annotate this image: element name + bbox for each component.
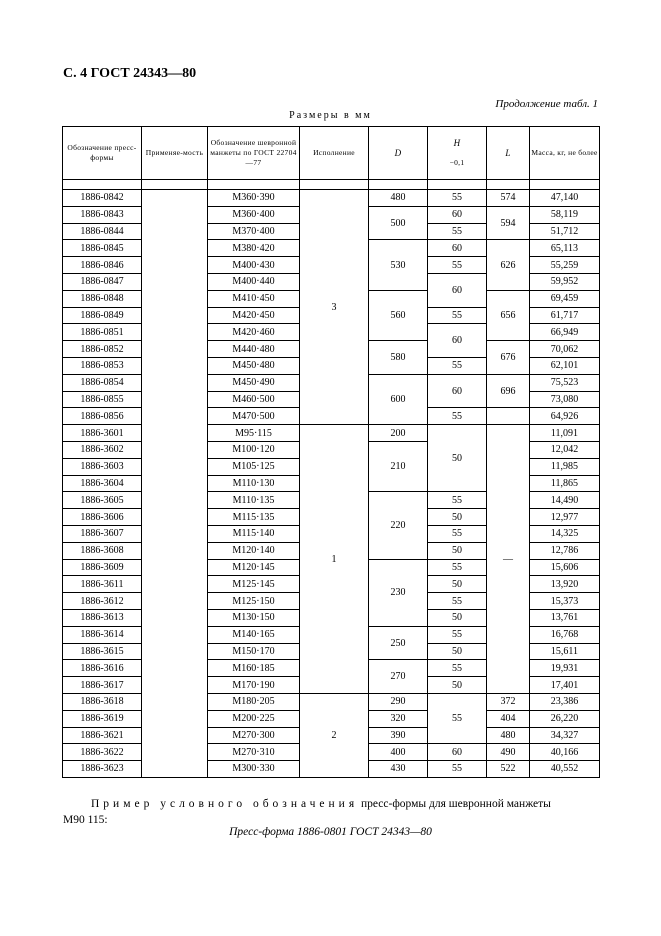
example-formula: Пресс-форма 1886-0801 ГОСТ 24343—80 — [229, 826, 432, 838]
mass-cell: 13,920 — [530, 576, 600, 593]
mass-cell: 11,091 — [530, 425, 600, 442]
h-cell: 55 — [428, 660, 487, 677]
sizes-label: Размеры в мм — [289, 110, 372, 121]
designation-cell: 1886-0855 — [63, 391, 142, 408]
mass-cell: 73,080 — [530, 391, 600, 408]
h-cell: 55 — [428, 190, 487, 207]
designation-cell: 1886-3611 — [63, 576, 142, 593]
designation-cell: 1886-0846 — [63, 257, 142, 274]
col-applicability-header: Применяе-мость — [142, 127, 208, 180]
designation-cell: 1886-3602 — [63, 441, 142, 458]
designation-cell: 1886-0851 — [63, 324, 142, 341]
mass-cell: 11,985 — [530, 458, 600, 475]
designation-cell: 1886-0849 — [63, 307, 142, 324]
l-cell: 696 — [487, 374, 530, 408]
col-d-header: D — [369, 127, 428, 180]
mass-cell: 69,459 — [530, 290, 600, 307]
designation-cell: 1886-3622 — [63, 744, 142, 761]
mass-cell: 64,926 — [530, 408, 600, 425]
cuff-cell: М420·460 — [208, 324, 300, 341]
d-cell: 320 — [369, 710, 428, 727]
mass-cell: 61,717 — [530, 307, 600, 324]
h-cell: 55 — [428, 593, 487, 610]
cuff-cell: М180·205 — [208, 693, 300, 710]
d-cell: 430 — [369, 761, 428, 778]
cuff-cell: М460·500 — [208, 391, 300, 408]
table-continuation-label: Продолжение табл. 1 — [495, 98, 598, 110]
designation-cell: 1886-3613 — [63, 609, 142, 626]
example-heading: Пример условного обозначения — [91, 798, 359, 810]
mass-cell: 59,952 — [530, 273, 600, 290]
cuff-cell: М115·140 — [208, 525, 300, 542]
cuff-cell: М470·500 — [208, 408, 300, 425]
h-cell: 55 — [428, 307, 487, 324]
h-cell: 50 — [428, 425, 487, 492]
h-cell: 60 — [428, 240, 487, 257]
d-cell: 200 — [369, 425, 428, 442]
mass-cell: 16,768 — [530, 626, 600, 643]
mass-cell: 12,042 — [530, 441, 600, 458]
cuff-cell: М170·190 — [208, 677, 300, 694]
cuff-cell: М300·330 — [208, 761, 300, 778]
d-cell: 480 — [369, 190, 428, 207]
cuff-cell: М400·440 — [208, 273, 300, 290]
d-cell: 230 — [369, 559, 428, 626]
designation-cell: 1886-3618 — [63, 693, 142, 710]
l-cell: 490 — [487, 744, 530, 761]
designation-cell: 1886-0845 — [63, 240, 142, 257]
cuff-cell: М270·310 — [208, 744, 300, 761]
mass-cell: 15,373 — [530, 593, 600, 610]
l-cell: 480 — [487, 727, 530, 744]
d-cell: 500 — [369, 206, 428, 240]
h-cell: 60 — [428, 374, 487, 408]
l-cell: 676 — [487, 341, 530, 375]
l-cell: 522 — [487, 761, 530, 778]
cuff-cell: М125·145 — [208, 576, 300, 593]
cuff-cell: М140·165 — [208, 626, 300, 643]
designation-cell: 1886-3605 — [63, 492, 142, 509]
designation-cell: 1886-3616 — [63, 660, 142, 677]
h-cell: 55 — [428, 257, 487, 274]
d-cell: 600 — [369, 374, 428, 424]
mass-cell: 34,327 — [530, 727, 600, 744]
h-cell: 55 — [428, 492, 487, 509]
designation-cell: 1886-0842 — [63, 190, 142, 207]
cuff-cell: М125·150 — [208, 593, 300, 610]
designation-cell: 1886-3614 — [63, 626, 142, 643]
col-version-header: Исполнение — [300, 127, 369, 180]
example-cuff: М90 115: — [63, 814, 108, 826]
mass-cell: 75,523 — [530, 374, 600, 391]
l-cell — [487, 408, 530, 425]
cuff-cell: М410·450 — [208, 290, 300, 307]
d-cell: 210 — [369, 441, 428, 491]
h-cell: 60 — [428, 324, 487, 358]
h-cell: 55 — [428, 408, 487, 425]
col-cuff-header: Обозначение шевронной манжеты по ГОСТ 22704—77 — [208, 127, 300, 180]
l-cell: — — [487, 425, 530, 694]
l-cell: 656 — [487, 290, 530, 340]
mass-cell: 19,931 — [530, 660, 600, 677]
h-cell: 50 — [428, 576, 487, 593]
h-cell: 55 — [428, 693, 487, 743]
designation-cell: 1886-3615 — [63, 643, 142, 660]
d-cell: 560 — [369, 290, 428, 340]
designation-cell: 1886-3607 — [63, 525, 142, 542]
mass-cell: 51,712 — [530, 223, 600, 240]
mass-cell: 14,490 — [530, 492, 600, 509]
h-cell: 60 — [428, 273, 487, 307]
version-cell: 3 — [300, 190, 369, 425]
d-cell: 400 — [369, 744, 428, 761]
mass-cell: 15,606 — [530, 559, 600, 576]
h-cell: 55 — [428, 525, 487, 542]
d-cell: 390 — [369, 727, 428, 744]
designation-cell: 1886-0844 — [63, 223, 142, 240]
h-cell: 50 — [428, 509, 487, 526]
h-cell: 50 — [428, 609, 487, 626]
mass-cell: 40,552 — [530, 761, 600, 778]
example-text: пресс-формы для шевронной манжеты — [358, 798, 551, 810]
mass-cell: 13,761 — [530, 609, 600, 626]
h-cell: 50 — [428, 677, 487, 694]
cuff-cell: М360·400 — [208, 206, 300, 223]
mass-cell: 58,119 — [530, 206, 600, 223]
h-cell: 55 — [428, 761, 487, 778]
cuff-cell: М370·400 — [208, 223, 300, 240]
mass-cell: 62,101 — [530, 357, 600, 374]
designation-cell: 1886-3617 — [63, 677, 142, 694]
designation-cell: 1886-0856 — [63, 408, 142, 425]
col-h-label: H — [453, 138, 461, 148]
cuff-cell: М100·120 — [208, 441, 300, 458]
page-header: С. 4 ГОСТ 24343—80 — [63, 66, 197, 81]
cuff-cell: М200·225 — [208, 710, 300, 727]
designation-cell: 1886-3606 — [63, 509, 142, 526]
mass-cell: 55,259 — [530, 257, 600, 274]
designation-cell: 1886-0847 — [63, 273, 142, 290]
designation-cell: 1886-0848 — [63, 290, 142, 307]
designation-example — [63, 796, 600, 828]
cuff-cell: М360·390 — [208, 190, 300, 207]
designation-cell: 1886-3623 — [63, 761, 142, 778]
table-spacer-row — [63, 180, 600, 190]
h-cell: 60 — [428, 206, 487, 223]
cuff-cell: М110·135 — [208, 492, 300, 509]
col-designation-header: Обозначение пресс-формы — [63, 127, 142, 180]
mass-cell: 40,166 — [530, 744, 600, 761]
l-cell: 626 — [487, 240, 530, 290]
version-cell: 2 — [300, 693, 369, 777]
l-cell: 574 — [487, 190, 530, 207]
d-cell: 250 — [369, 626, 428, 660]
mass-cell: 70,062 — [530, 341, 600, 358]
cuff-cell: М440·480 — [208, 341, 300, 358]
cuff-cell: М105·125 — [208, 458, 300, 475]
mass-cell: 11,865 — [530, 475, 600, 492]
cuff-cell: М450·480 — [208, 357, 300, 374]
cuff-cell: М420·450 — [208, 307, 300, 324]
mass-cell: 14,325 — [530, 525, 600, 542]
mass-cell: 12,977 — [530, 509, 600, 526]
h-cell: 55 — [428, 357, 487, 374]
h-cell: 55 — [428, 626, 487, 643]
cuff-cell: М150·170 — [208, 643, 300, 660]
mass-cell: 12,786 — [530, 542, 600, 559]
dimensions-table — [62, 126, 600, 778]
mass-cell: 47,140 — [530, 190, 600, 207]
designation-cell: 1886-0854 — [63, 374, 142, 391]
cuff-cell: М115·135 — [208, 509, 300, 526]
l-cell: 372 — [487, 693, 530, 710]
mass-cell: 26,220 — [530, 710, 600, 727]
designation-cell: 1886-3603 — [63, 458, 142, 475]
d-cell: 530 — [369, 240, 428, 290]
d-cell: 580 — [369, 341, 428, 375]
mass-cell: 23,386 — [530, 693, 600, 710]
designation-cell: 1886-3601 — [63, 425, 142, 442]
h-cell: 55 — [428, 223, 487, 240]
l-cell: 594 — [487, 206, 530, 240]
designation-cell: 1886-0853 — [63, 357, 142, 374]
designation-cell: 1886-3608 — [63, 542, 142, 559]
designation-cell: 1886-3604 — [63, 475, 142, 492]
col-h-tolerance: −0,1 — [449, 158, 465, 167]
designation-cell: 1886-3621 — [63, 727, 142, 744]
cuff-cell: М270·300 — [208, 727, 300, 744]
d-cell: 220 — [369, 492, 428, 559]
cuff-cell: М120·140 — [208, 542, 300, 559]
col-h-header — [428, 127, 487, 180]
l-cell: 404 — [487, 710, 530, 727]
designation-cell: 1886-3619 — [63, 710, 142, 727]
mass-cell: 17,401 — [530, 677, 600, 694]
cuff-cell: М120·145 — [208, 559, 300, 576]
cuff-cell: М380·420 — [208, 240, 300, 257]
d-cell: 270 — [369, 660, 428, 694]
cuff-cell: М450·490 — [208, 374, 300, 391]
h-cell: 50 — [428, 643, 487, 660]
applicability-cell — [142, 190, 208, 778]
designation-cell: 1886-0843 — [63, 206, 142, 223]
d-cell: 290 — [369, 693, 428, 710]
version-cell: 1 — [300, 425, 369, 694]
cuff-cell: М95·115 — [208, 425, 300, 442]
h-cell: 60 — [428, 744, 487, 761]
h-cell: 55 — [428, 559, 487, 576]
col-l-header: L — [487, 127, 530, 180]
designation-cell: 1886-3609 — [63, 559, 142, 576]
cuff-cell: М130·150 — [208, 609, 300, 626]
cuff-cell: М400·430 — [208, 257, 300, 274]
table-row — [63, 190, 600, 207]
h-cell: 50 — [428, 542, 487, 559]
col-mass-header: Масса, кг, не более — [530, 127, 600, 180]
designation-cell: 1886-3612 — [63, 593, 142, 610]
mass-cell: 66,949 — [530, 324, 600, 341]
table-header-row — [63, 127, 600, 180]
mass-cell: 15,611 — [530, 643, 600, 660]
cuff-cell: М110·130 — [208, 475, 300, 492]
mass-cell: 65,113 — [530, 240, 600, 257]
designation-cell: 1886-0852 — [63, 341, 142, 358]
cuff-cell: М160·185 — [208, 660, 300, 677]
